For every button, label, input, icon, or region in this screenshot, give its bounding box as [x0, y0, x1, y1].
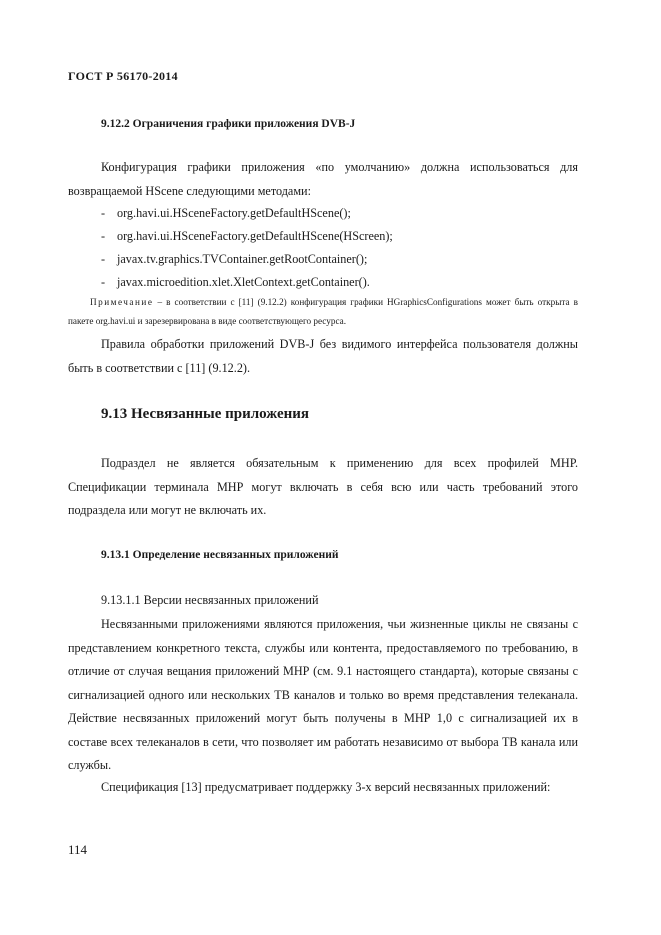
spec-text: Спецификация [13] предусматривает поддержку 3-х версий несвязанных приложений:	[101, 780, 551, 794]
method-list-item: - org.havi.ui.HSceneFactory.getDefaultHScene();	[101, 206, 351, 220]
section-heading-9-13-1: 9.13.1 Определение несвязанных приложений	[101, 549, 339, 561]
method-list-item: - javax.tv.graphics.TVContainer.getRootContainer();	[101, 252, 368, 266]
section-heading-9-13: 9.13 Несвязанные приложения	[101, 406, 310, 422]
note-block	[68, 293, 578, 331]
method-list-item: - javax.microedition.xlet.XletContext.getContainer().	[101, 275, 370, 289]
page-number: 114	[68, 842, 88, 857]
subsection-heading-9-13-1-1: 9.13.1.1 Версии несвязанных приложений	[101, 593, 319, 607]
standard-header: ГОСТ Р 56170-2014	[68, 69, 178, 83]
rules-text: Правила обработки приложений DVB-J без видимого интерфейса пользователя должны быть в соответствии с [11] (9.12.2).	[68, 337, 578, 375]
method-text: org.havi.ui.HSceneFactory.getDefaultHScene();	[117, 206, 351, 220]
intro-text: Конфигурация графики приложения «по умолчанию» должна использоваться для возвращаемой HScene следующими методами:	[68, 160, 578, 198]
method-text: org.havi.ui.HSceneFactory.getDefaultHScene(HScreen);	[117, 229, 393, 243]
rules-paragraph	[68, 333, 578, 380]
section-9-13-text: Подраздел не является обязательным к применению для всех профилей МНР. Спецификации терминала МНР могут включать в себя всю или часть требований этого подраздела или могут не включать их.	[68, 456, 578, 517]
intro-paragraph	[68, 156, 578, 203]
method-list-item: - org.havi.ui.HSceneFactory.getDefaultHScene(HScreen);	[101, 229, 393, 243]
method-text: javax.microedition.xlet.XletContext.getContainer().	[117, 275, 370, 289]
note-label: Примечание	[90, 297, 154, 307]
definition-text: Несвязанными приложениями являются приложения, чьи жизненные циклы не связаны с представлением конкретного текста, службы или контента, предоставляемого по требованию, в отличие от случая вещания приложений МНР (см. 9.1 настоящего стандарта), которые связаны с сигнализацией одного или нескольких ТВ каналов и только во время представления телеканала. Действие несвязанных приложений могут быть получены в МНР 1,0 с сигнализацией их в составе всех телеканалов в сети, что позволяет им работать независимо от выбора ТВ канала или службы.	[68, 617, 578, 772]
section-9-13-paragraph	[68, 452, 578, 523]
method-text: javax.tv.graphics.TVContainer.getRootContainer();	[117, 252, 368, 266]
spec-paragraph	[68, 776, 578, 800]
note-text: – в соответствии с [11] (9.12.2) конфигурация графики HGraphicsConfigurations может быть открыта в пакете org.havi.ui и зарезервирована в виде соответствующего ресурса.	[68, 297, 578, 326]
section-heading-9-12-2: 9.12.2 Ограничения графики приложения DVB-J	[101, 118, 356, 130]
definition-paragraph	[68, 613, 578, 778]
